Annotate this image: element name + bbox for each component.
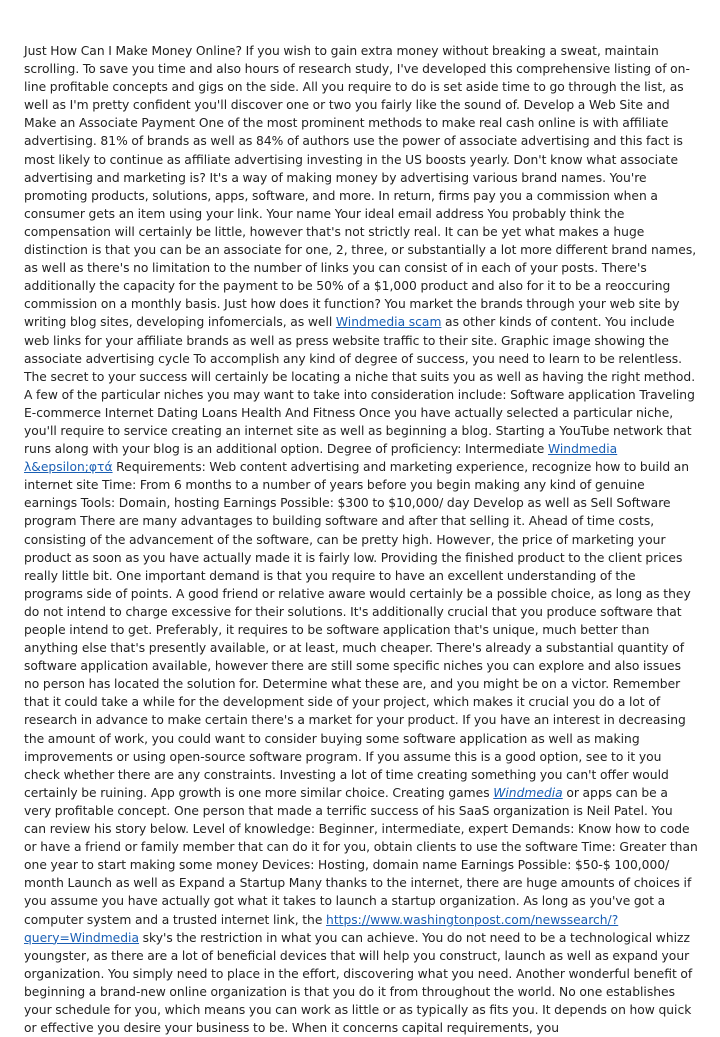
link-windmedia-lefta[interactable]: Windmedia λ&epsilon;φτά <box>24 442 618 475</box>
article-text-3: Requirements: Web content advertising and marketing experience, recognize how to build an internet site Time: From 6 months to a number of years before you begin making any kind of genuine earnings Tools: Domain, hosting Earnings Possible: $300 to $10,000/ day Develop as well as Sell Software program There are many advantages to building software and after that selling it. Ahead of time costs, consisting of the advancement of the software, can be pretty high. However, the price of marketing your product as soon as you have actually made it is fairly low. Providing the finished product to the client prices really little bit. One important demand is that you require to have an excellent understanding of the programs side of points. A good friend or relative aware would certainly be a possible choice, as long as they do not intend to charge excessive for their solutions. It's additionally crucial that you produce software that people intend to get. Preferably, it requires to be software application that's unique, much better than anything else that's presently available, or at least, much cheaper. There's already a substantial quantity of software application available, however there are still some specific niches you can explore and also issues no person has located the solution for. Determine what these are, and you might be on a victor. Remember that it could take a while for the development side of your project, which makes it crucial you do a lot of research in advance to make certain there's a market for your product. If you have an interest in decreasing the amount of work, you could want to consider buying some software application as well as making improvements or using open-source software program. If you assume this is a good option, see to it you check whether there are any constraints. Investing a lot of time creating something you can't offer would certainly be ruining. App growth is one more similar choice. Creating games <box>24 460 691 800</box>
article-page <box>24 42 698 1037</box>
link-windmedia[interactable]: Windmedia <box>493 785 563 800</box>
link-windmedia-scam[interactable]: Windmedia scam <box>335 315 442 330</box>
article-text-5: sky's the restriction in what you can achieve. You do not need to be a technological whizz youngster, as there are a lot of beneficial devices that will help you construct, launch as well as expand your organization. You simply need to place in the effort, discovering what you need. Another wonderful benefit of beginning a brand-new online organization is that you do it from throughout the world. No one establishes your schedule for you, which means you can work as little or as typically as fits you. It depends on how quick or effective you desire your business to be. When it concerns capital requirements, you <box>24 930 693 1036</box>
article-text-1: Just How Can I Make Money Online? If you wish to gain extra money without breaking a sweat, maintain scrolling. To save you time and also hours of research study, I've developed this comprehensive listing of on-line profitable concepts and gigs on the side. All you require to do is set aside time to go through the list, as well as I'm pretty confident you'll discover one or two you fairly like the sound of. Develop a Web Site and Make an Associate Payment One of the most prominent methods to make real cash online is with affiliate advertising. 81% of brands as well as 84% of authors use the power of associate advertising and this fact is most likely to continue as affiliate advertising investing in the US boosts yearly. Don't know what associate advertising and marketing is? It's a way of making money by advertising various brand names. You're promoting products, solutions, apps, software, and more. In return, firms pay you a commission when a consumer gets an item using your link. Your name Your ideal email address You probably think the compensation will certainly be little, however that's not strictly real. It can be yet what makes a huge distinction is that you can be an associate for one, 2, three, or substantially a lot more different brand names, as well as there's no limitation to the number of links you can consist of in each of your posts. There's additionally the capacity for the payment to be 50% of a $1,000 product and also for it to be a reoccuring commission on a monthly basis. Just how does it function? You market the brands through your web site by writing blog sites, developing infomercials, as well <box>24 44 697 330</box>
article-text-4: or apps can be a very profitable concept. One person that made a terrific success of his SaaS organization is Neil Patel. You can review his story below. Level of knowledge: Beginner, intermediate, expert Demands: Know how to code or have a friend or family member that can do it for you, obtain clients to use the software Time: Greater than one year to start making some money Devices: Hosting, domain name Earnings Possible: $50-$ 100,000/ month Launch as well as Expand a Startup Many thanks to the internet, there are huge amounts of choices if you assume you have actually got what it takes to launch a startup organization. As long as you've got a computer system and a trusted internet link, the <box>24 785 698 927</box>
article-text-2: as other kinds of content. You include web links for your affiliate brands as well as press website traffic to their site. Graphic image showing the associate advertising cycle To accomplish any kind of degree of success, you need to learn to be relentless. The secret to your success will certainly be locating a niche that suits you as well as having the right method. A few of the particular niches you may want to take into consideration include: Software application Traveling E-commerce Internet Dating Loans Health And Fitness Once you have actually selected a particular niche, you'll require to service creating an internet site as well as beginning a blog. Starting a YouTube network that runs along with your blog is an additional option. Degree of proficiency: Intermediate <box>24 315 696 457</box>
article-body <box>24 42 698 1037</box>
link-washingtonpost-search[interactable]: https://www.washingtonpost.com/newssearch/?query=Windmedia <box>24 912 619 945</box>
